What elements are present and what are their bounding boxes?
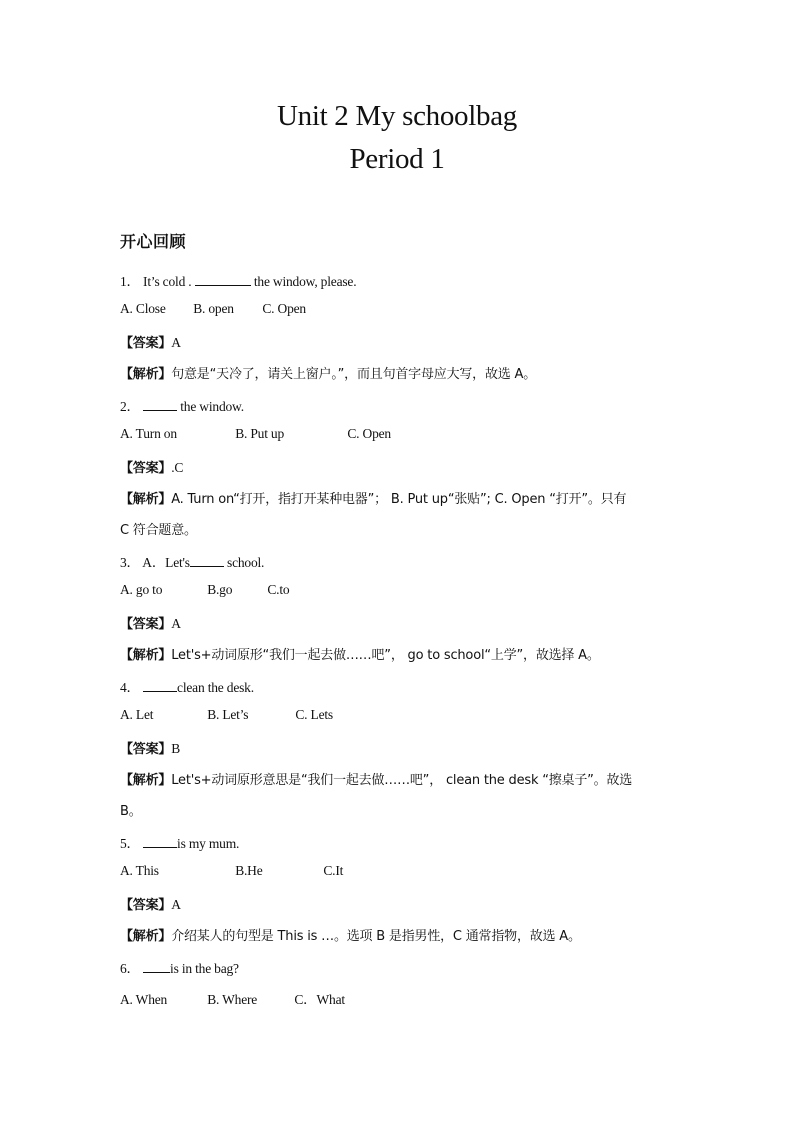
document-subtitle: Period 1 [349, 143, 445, 175]
question-4-options [120, 707, 333, 723]
question-number: 3． [120, 555, 140, 570]
question-1 [120, 270, 356, 290]
question-number: 5． [120, 836, 140, 851]
question-text-post: clean the desk. [177, 680, 254, 695]
question-2-options [120, 426, 391, 442]
option-b: B. Where [207, 992, 258, 1007]
question-3-analysis [120, 644, 600, 663]
answer-tag: 【答案】 [120, 898, 172, 913]
question-text-post: is my mum. [177, 836, 240, 851]
option-a: A. go to [120, 582, 163, 597]
analysis-text: 句意是“天冷了，请关上窗户。”，而且句首字母应大写，故选 A。 [171, 367, 536, 382]
answer-tag: 【答案】 [120, 336, 172, 351]
option-c: C.to [267, 582, 290, 597]
question-1-answer [120, 332, 181, 351]
option-b: B. Let’s [207, 707, 249, 722]
answer-value: A [171, 616, 181, 631]
option-c: C．What [294, 992, 345, 1007]
answer-blank [143, 398, 177, 411]
question-5-analysis [120, 925, 581, 944]
question-3 [120, 551, 264, 571]
option-a: A. Let [120, 707, 154, 722]
option-a: A. When [120, 992, 168, 1007]
option-a: A. This [120, 863, 159, 878]
answer-blank [143, 960, 170, 973]
answer-tag: 【答案】 [120, 461, 172, 476]
question-5-options [120, 863, 343, 879]
question-text-pre: It’s cold . [143, 274, 192, 289]
analysis-text: Let's+动词原形意思是“我们一起去做……吧”， clean the desk “擦桌子”。故选 [171, 773, 633, 788]
question-5 [120, 832, 239, 852]
analysis-tag: 【解析】 [120, 648, 172, 663]
analysis-text: Let's+动词原形“我们一起去做……吧”， go to school“上学”，故选择 A。 [171, 648, 600, 663]
analysis-tag: 【解析】 [120, 773, 172, 788]
answer-value: .C [171, 460, 184, 475]
option-b: B.He [235, 863, 263, 878]
question-6-options [120, 988, 345, 1008]
question-5-answer [120, 894, 181, 913]
answer-value: A [171, 335, 181, 350]
question-number: 6． [120, 961, 140, 976]
option-c: C. Lets [295, 707, 333, 722]
option-a: A. Close [120, 301, 166, 316]
analysis-text: C 符合题意。 [120, 523, 197, 538]
analysis-text: B。 [120, 804, 142, 819]
question-number: 4． [120, 680, 140, 695]
option-a: A. Turn on [120, 426, 177, 441]
question-text-pre: A．Let's [142, 555, 190, 570]
answer-value: A [171, 897, 181, 912]
option-c: C. Open [262, 301, 306, 316]
option-b: B. Put up [235, 426, 285, 441]
answer-blank [143, 835, 177, 848]
analysis-tag: 【解析】 [120, 492, 172, 507]
analysis-text: 介绍某人的句型是 This is …。选项 B 是指男性，C 通常指物，故选 A。 [171, 929, 581, 944]
question-4-answer [120, 738, 180, 757]
question-1-options [120, 301, 306, 317]
question-text-post: the window, please. [253, 274, 357, 289]
question-4 [120, 676, 254, 696]
question-text-post: school. [227, 555, 265, 570]
option-b: B.go [207, 582, 233, 597]
question-text-post: is in the bag? [170, 961, 239, 976]
answer-blank [143, 679, 177, 692]
answer-tag: 【答案】 [120, 617, 172, 632]
section-heading: 开心回顾 [120, 232, 187, 251]
answer-value: B [171, 741, 181, 756]
question-number: 2． [120, 399, 140, 414]
option-b: B. open [193, 301, 234, 316]
question-2 [120, 395, 244, 415]
question-2-analysis [120, 488, 626, 507]
question-6 [120, 957, 239, 977]
analysis-tag: 【解析】 [120, 367, 172, 382]
answer-blank [195, 273, 251, 286]
option-c: C. Open [347, 426, 391, 441]
answer-tag: 【答案】 [120, 742, 172, 757]
question-text-post: the window. [180, 399, 244, 414]
question-number: 1． [120, 274, 140, 289]
question-3-answer [120, 613, 181, 632]
answer-blank [190, 554, 224, 567]
option-c: C.It [323, 863, 344, 878]
question-3-options [120, 582, 289, 598]
analysis-text: A. Turn on“打开，指打开某种电器”； B. Put up“张贴”; C. Open “打开”。只有 [171, 492, 627, 507]
question-1-analysis [120, 363, 536, 382]
question-2-analysis-cont [120, 519, 197, 538]
question-2-answer [120, 457, 183, 476]
question-4-analysis-cont [120, 800, 142, 819]
document-title: Unit 2 My schoolbag [277, 100, 517, 132]
question-4-analysis [120, 769, 632, 788]
analysis-tag: 【解析】 [120, 929, 172, 944]
